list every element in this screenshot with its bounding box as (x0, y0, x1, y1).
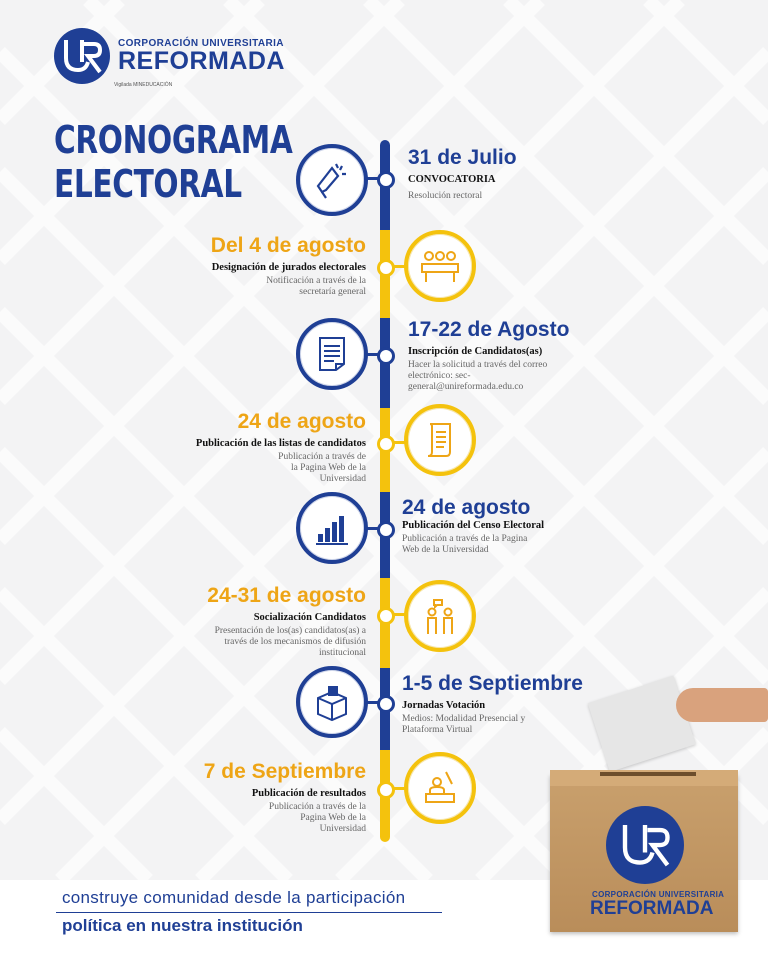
event-2 (166, 234, 366, 298)
event-desc: Presentación de los(as) candidatos(as) a través de los mecanismos de difusión institucional (214, 626, 366, 658)
event-date: 17-22 de Agosto (408, 318, 570, 341)
event-date: 24 de agosto (402, 496, 531, 519)
timeline-node (377, 607, 395, 625)
timeline-node (377, 259, 395, 277)
megaphone-icon (296, 144, 368, 216)
podium-icon (404, 752, 476, 824)
event-title: CONVOCATORIA (408, 174, 496, 185)
ur-logo-icon (54, 28, 110, 84)
event-date: Del 4 de agosto (210, 234, 366, 257)
event-date: 1-5 de Septiembre (402, 672, 583, 695)
bar-chart-icon (296, 492, 368, 564)
event-1 (408, 146, 608, 202)
title-line2: ELECTORAL (54, 162, 242, 206)
event-desc: Publicación a través de la Pagina Web de la Universidad (402, 534, 528, 555)
event-title: Publicación de las listas de candidatos (195, 438, 366, 449)
event-title: Publicación de resultados (251, 788, 366, 799)
event-title: Inscripción de Candidatos(as) (408, 346, 543, 357)
hand-image (676, 688, 768, 722)
event-8 (166, 760, 366, 835)
event-title: Designación de jurados electorales (211, 262, 366, 273)
scroll-icon (404, 404, 476, 476)
timeline-node (377, 171, 395, 189)
timeline-node (377, 435, 395, 453)
footer-slogan-line1: construye comunidad desde la participación (62, 888, 406, 907)
event-5 (402, 496, 602, 556)
event-6 (166, 584, 366, 659)
document-icon (296, 318, 368, 390)
timeline-node (377, 781, 395, 799)
ballot-box-slot (600, 772, 696, 776)
footer-slogan-line2: política en nuestra institución (62, 916, 303, 935)
event-date: 31 de Julio (408, 146, 517, 169)
timeline-line (380, 140, 390, 842)
logo-line2: REFORMADA (118, 47, 285, 75)
event-date: 24-31 de agosto (207, 584, 366, 607)
logo (54, 28, 285, 84)
event-3 (408, 318, 608, 393)
ballot-icon (296, 666, 368, 738)
box-logo-line1: CORPORACIÓN UNIVERSITARIA (592, 890, 725, 899)
logo-line1: CORPORACIÓN UNIVERSITARIA (118, 38, 284, 49)
event-date: 7 de Septiembre (203, 760, 366, 783)
event-desc: Hacer la solicitud a través del correo electrónico: sec-general@unireformada.edu.co (408, 360, 548, 392)
timeline-node (377, 695, 395, 713)
event-desc: Notificación a través de la secretaría general (266, 276, 366, 297)
event-title: Socialización Candidatos (253, 612, 366, 623)
conversation-icon (404, 580, 476, 652)
box-logo-line2: REFORMADA (590, 898, 714, 919)
jury-icon (404, 230, 476, 302)
event-title: Jornadas Votación (402, 700, 486, 711)
box-ur-logo-icon (606, 806, 684, 884)
event-desc: Publicación a través de la Pagina Web de la Universidad (268, 802, 366, 834)
event-7 (402, 672, 602, 736)
title-line1: CRONOGRAMA (54, 118, 293, 162)
event-desc: Publicación a través de la Pagina Web de la Universidad (278, 452, 366, 484)
event-title: Publicación del Censo Electoral (402, 520, 545, 531)
event-4 (166, 410, 366, 485)
footer-divider (56, 912, 442, 913)
page-title (54, 118, 292, 206)
timeline-node (377, 347, 395, 365)
logo-subtitle: Vigilada MINEDUCACIÓN (114, 82, 173, 88)
event-desc: Resolución rectoral (408, 191, 483, 201)
event-desc: Medios: Modalidad Presencial y Plataforma Virtual (402, 714, 526, 735)
timeline-node (377, 521, 395, 539)
event-date: 24 de agosto (237, 410, 366, 433)
